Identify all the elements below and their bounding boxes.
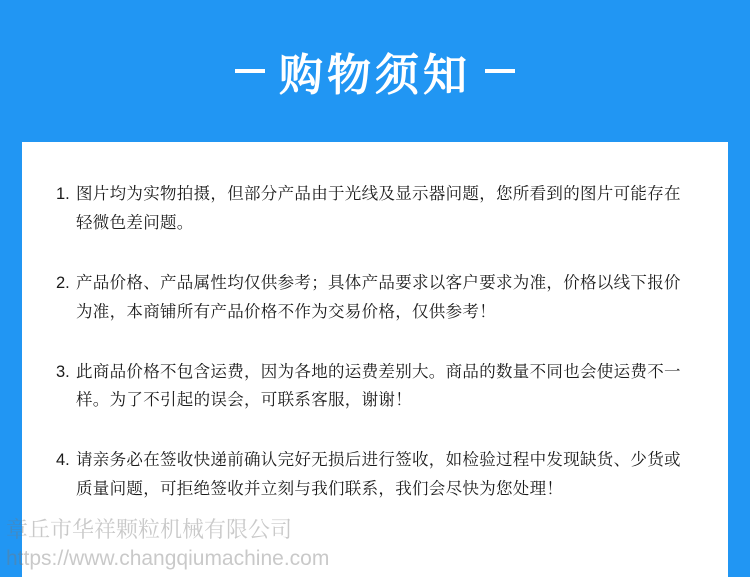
list-item-number: 4.	[56, 451, 70, 470]
list-item-text: 此商品价格不包含运费，因为各地的运费差别大。商品的数量不同也会使运费不一样。为了不引起的误会，可联系客服，谢谢！	[76, 362, 681, 410]
notice-card	[22, 142, 728, 577]
list-item	[56, 358, 694, 416]
watermark-company: 章丘市华祥颗粒机械有限公司	[6, 516, 293, 542]
list-item-number: 3.	[56, 362, 70, 381]
list-item	[56, 269, 694, 327]
title-dash-right-icon	[485, 69, 515, 73]
watermark-url: https://www.changqiumachine.com	[6, 546, 330, 570]
list-item-text: 产品价格、产品属性均仅供参考；具体产品要求以客户要求为准，价格以线下报价为准，本商铺所有产品价格不作为交易价格，仅供参考！	[76, 273, 681, 321]
page-header	[0, 0, 750, 142]
list-item-text: 请亲务必在签收快递前确认完好无损后进行签收，如检验过程中发现缺货、少货或质量问题，可拒绝签收并立刻与我们联系，我们会尽快为您处理！	[76, 451, 681, 499]
list-item-number: 1.	[56, 185, 70, 203]
list-item-text: 图片均为实物拍摄，但部分产品由于光线及显示器问题，您所看到的图片可能存在轻微色差问题。	[76, 185, 681, 232]
page-title-text: 购物须知	[279, 51, 471, 100]
list-item-number: 2.	[56, 273, 70, 292]
page-title	[221, 39, 529, 103]
list-item	[56, 180, 694, 238]
title-dash-left-icon	[235, 69, 265, 73]
list-item	[56, 446, 694, 504]
